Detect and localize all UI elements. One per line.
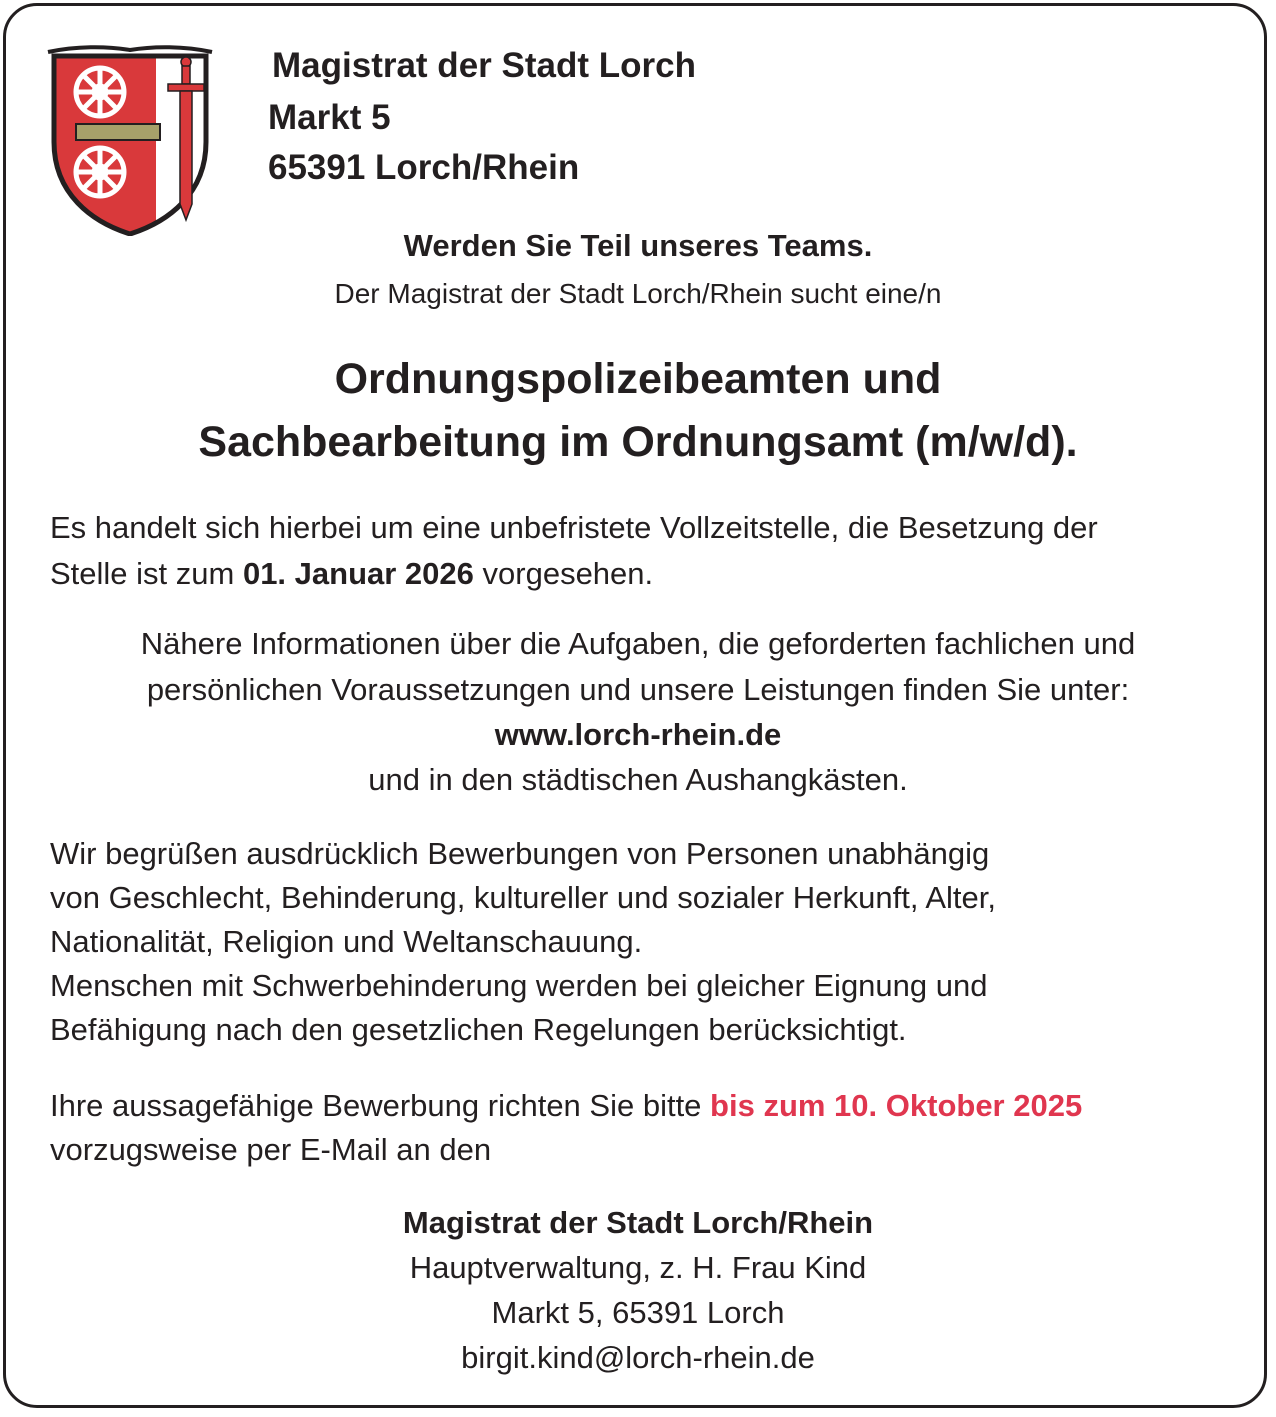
position-line1: Es handelt sich hierbei um eine unbefristete Vollzeitstelle, die Besetzung der bbox=[50, 510, 1098, 545]
application-line2: vorzugsweise per E-Mail an den bbox=[50, 1132, 492, 1167]
header-street: Markt 5 bbox=[268, 98, 391, 137]
job-title-line1: Ordnungspolizeibeamten und bbox=[334, 355, 942, 403]
application-prefix: Ihre aussagefähige Bewerbung richten Sie bitte bbox=[50, 1088, 711, 1123]
position-line2 bbox=[50, 558, 653, 589]
contact-department: Hauptverwaltung, z. H. Frau Kind bbox=[409, 1250, 867, 1285]
contact-email[interactable]: birgit.kind@lorch-rhein.de bbox=[461, 1340, 815, 1375]
diversity-line5: Befähigung nach den gesetzlichen Regelungen berücksichtigt. bbox=[50, 1012, 907, 1047]
info-line4: und in den städtischen Aushangkästen. bbox=[368, 762, 908, 797]
job-title-line2: Sachbearbeitung im Ordnungsamt (m/w/d). bbox=[198, 418, 1078, 466]
diversity-line3: Nationalität, Religion und Weltanschauung. bbox=[50, 924, 643, 959]
info-line1: Nähere Informationen über die Aufgaben, die geforderten fachlichen und bbox=[140, 626, 1136, 661]
intro-headline: Werden Sie Teil unseres Teams. bbox=[403, 228, 873, 263]
intro-subline: Der Magistrat der Stadt Lorch/Rhein sucht eine/n bbox=[334, 278, 942, 309]
application-line1 bbox=[50, 1090, 1082, 1121]
position-line2-suffix: vorgesehen. bbox=[473, 556, 654, 591]
position-line2-prefix: Stelle ist zum bbox=[50, 556, 243, 591]
start-date: 01. Januar 2026 bbox=[242, 556, 474, 591]
diversity-line1: Wir begrüßen ausdrücklich Bewerbungen von Personen unabhängig bbox=[50, 836, 990, 871]
coat-of-arms-icon bbox=[46, 44, 214, 236]
website-link[interactable]: www.lorch-rhein.de bbox=[494, 717, 782, 752]
contact-address: Markt 5, 65391 Lorch bbox=[491, 1295, 785, 1330]
contact-org: Magistrat der Stadt Lorch/Rhein bbox=[402, 1205, 874, 1240]
header-city: 65391 Lorch/Rhein bbox=[268, 148, 580, 187]
deadline: bis zum 10. Oktober 2025 bbox=[710, 1088, 1083, 1123]
diversity-line4: Menschen mit Schwerbehinderung werden bei gleicher Eignung und bbox=[50, 968, 988, 1003]
header-org: Magistrat der Stadt Lorch bbox=[272, 46, 696, 85]
diversity-line2: von Geschlecht, Behinderung, kultureller und sozialer Herkunft, Alter, bbox=[50, 880, 997, 915]
info-line2: persönlichen Voraussetzungen und unsere Leistungen finden Sie unter: bbox=[146, 672, 1130, 707]
